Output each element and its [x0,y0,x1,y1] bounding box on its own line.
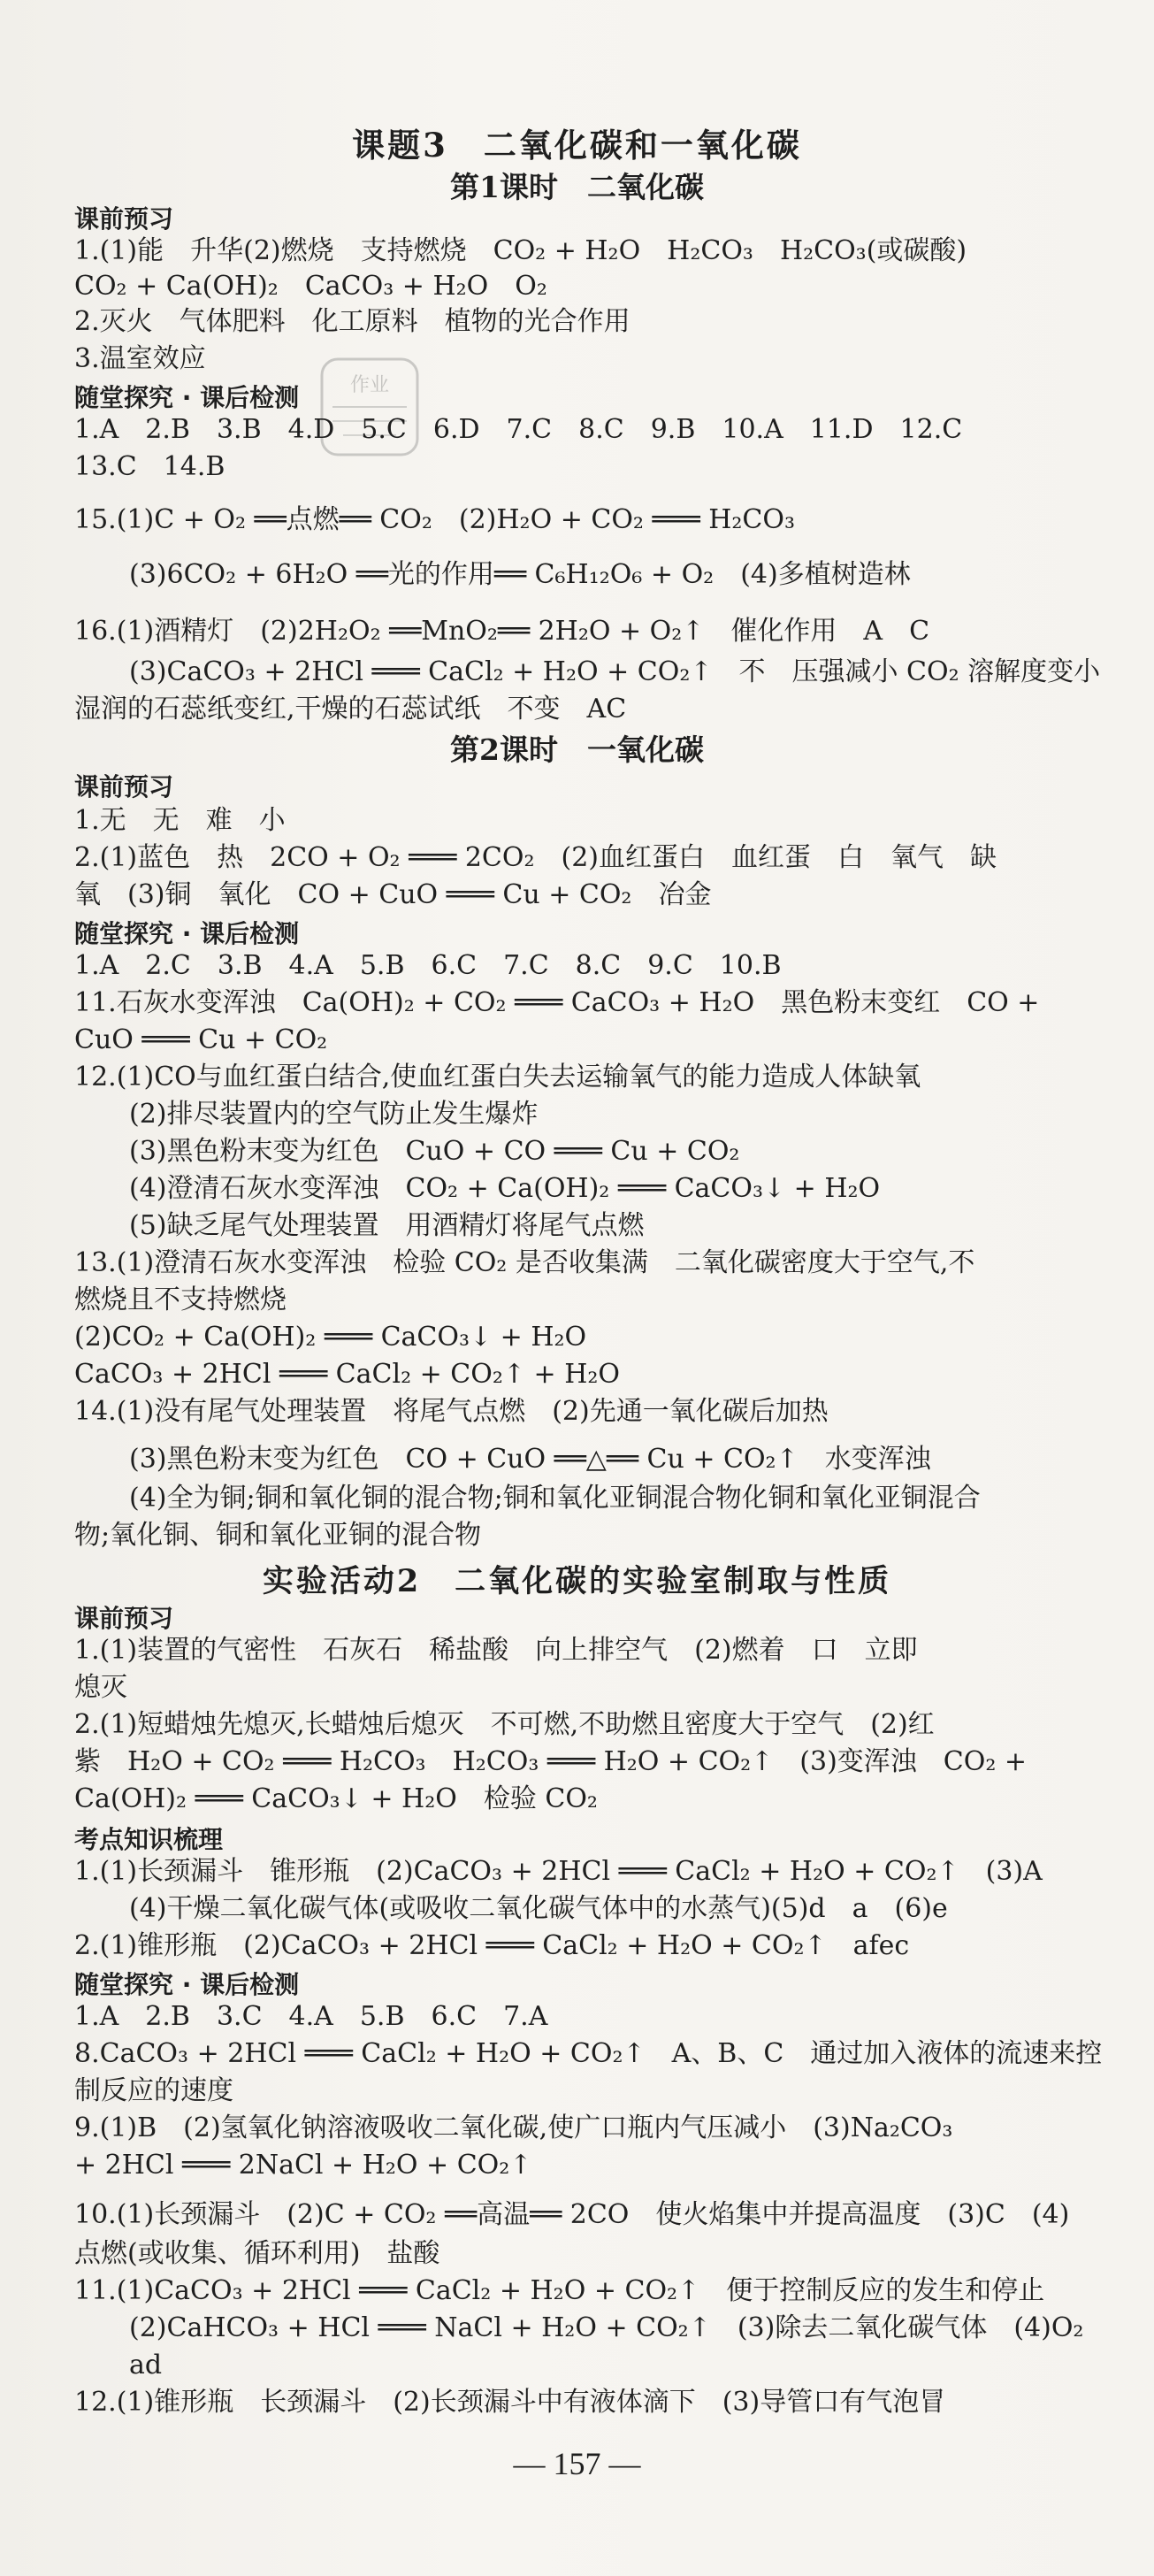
answer-line: 氧 (3)铜 氧化 CO + CuO ═══ Cu + CO₂ 冶金 [74,879,712,910]
answer-line: 2.(1)短蜡烛先熄灭,长蜡烛后熄灭 不可燃,不助燃且密度大于空气 (2)红 [74,1709,935,1740]
answer-line: 燃烧且不支持燃烧 [74,1284,287,1315]
answer-line: 13.C 14.B [74,451,225,482]
answer-line: (2)CO₂ + Ca(OH)₂ ═══ CaCO₃↓ + H₂O [74,1322,587,1353]
answer-line: 2.(1)锥形瓶 (2)CaCO₃ + 2HCl ═══ CaCl₂ + H₂O + CO₂↑ afec [74,1930,910,1961]
answer-line: 1.A 2.B 3.B 4.D 5.C 6.D 7.C 8.C 9.B 10.A 11.D 12.C [74,414,963,445]
answer-line: 熄灭 [74,1672,127,1703]
answer-line: (3)黑色粉末变为红色 CuO + CO ═══ Cu + CO₂ [129,1136,740,1167]
answer-line: 10.(1)长颈漏斗 (2)C + CO₂ ══高温══ 2CO 使火焰集中并提高温度 (3)C (4) [74,2199,1070,2230]
answer-line: 1.(1)能 升华(2)燃烧 支持燃烧 CO₂ + H₂O H₂CO₃ H₂CO₃(或碳酸) [74,235,967,266]
section-label-preview: 课前预习 [74,204,174,234]
answer-line: 12.(1)CO与血红蛋白结合,使血红蛋白失去运输氧气的能力造成人体缺氧 [74,1062,921,1092]
answer-line: 1.(1)长颈漏斗 锥形瓶 (2)CaCO₃ + 2HCl ═══ CaCl₂ + H₂O + CO₂↑ (3)A [74,1856,1043,1887]
section-label-practice: 随堂探究 · 课后检测 [74,383,300,412]
answer-line: 11.(1)CaCO₃ + 2HCl ═══ CaCl₂ + H₂O + CO₂↑ 便于控制反应的发生和停止 [74,2275,1045,2306]
answer-line: 紫 H₂O + CO₂ ═══ H₂CO₃ H₂CO₃ ═══ H₂O + CO₂↑ (3)变浑浊 CO₂ + [74,1746,1028,1777]
answer-line: 3.温室效应 [74,343,206,374]
answer-line: (2)CaHCO₃ + HCl ═══ NaCl + H₂O + CO₂↑ (3)除去二氧化碳气体 (4)O₂ [129,2312,1084,2343]
answer-line: 15.(1)C + O₂ ══点燃══ CO₂ (2)H₂O + CO₂ ═══ H₂CO₃ [74,504,795,535]
answer-line: 2.灭火 气体肥料 化工原料 植物的光合作用 [74,306,630,337]
section-label-practice: 随堂探究 · 课后检测 [74,1970,300,1999]
answer-line: 8.CaCO₃ + 2HCl ═══ CaCl₂ + H₂O + CO₂↑ A、B、C 通过加入液体的流速来控 [74,2038,1103,2069]
answer-line: 1.无 无 难 小 [74,805,286,836]
answer-line: (2)排尽装置内的空气防止发生爆炸 [129,1099,539,1130]
answer-line: (3)黑色粉末变为红色 CO + CuO ══△══ Cu + CO₂↑ 水变浑浊 [129,1444,931,1475]
answer-line: 1.A 2.B 3.C 4.A 5.B 6.C 7.A [74,2001,548,2032]
answer-line: 13.(1)澄清石灰水变浑浊 检验 CO₂ 是否收集满 二氧化碳密度大于空气,不 [74,1247,975,1278]
answer-line: ad [129,2350,163,2380]
answer-line: 12.(1)锥形瓶 长颈漏斗 (2)长颈漏斗中有液体滴下 (3)导管口有气泡冒 [74,2387,946,2418]
section-label-preview: 课前预习 [74,1604,174,1633]
section-label-practice: 随堂探究 · 课后检测 [74,919,300,948]
activity-title: 实验活动2 二氧化碳的实验室制取与性质 [262,1563,892,1599]
answer-line: (3)CaCO₃ + 2HCl ═══ CaCl₂ + H₂O + CO₂↑ 不 压强减小 CO₂ 溶解度变小 [129,656,1101,687]
answer-line: 9.(1)B (2)氢氧化钠溶液吸收二氧化碳,使广口瓶内气压减小 (3)Na₂CO₃ [74,2112,953,2143]
topic-title: 课题3 二氧化碳和一氧化碳 [352,126,802,165]
answer-line: CuO ═══ Cu + CO₂ [74,1024,328,1055]
answer-line: 11.石灰水变浑浊 Ca(OH)₂ + CO₂ ═══ CaCO₃ + H₂O 黑色粉末变红 CO + [74,987,1040,1018]
answer-line: CO₂ + Ca(OH)₂ CaCO₃ + H₂O O₂ [74,271,547,302]
answer-line: 点燃(或收集、循环利用) 盐酸 [74,2238,440,2269]
answer-line: (5)缺乏尾气处理装置 用酒精灯将尾气点燃 [129,1210,645,1241]
section-label-knowledge: 考点知识梳理 [74,1825,224,1854]
answer-line: 16.(1)酒精灯 (2)2H₂O₂ ══MnO₂══ 2H₂O + O₂↑ 催化作用 A C [74,616,930,647]
answer-line: (4)全为铜;铜和氧化铜的混合物;铜和氧化亚铜混合物化铜和氧化亚铜混合 [129,1483,981,1514]
answer-line: 1.A 2.C 3.B 4.A 5.B 6.C 7.C 8.C 9.C 10.B [74,950,782,981]
answer-line: 湿润的石蕊纸变红,干燥的石蕊试纸 不变 AC [74,694,627,724]
answer-line: 制反应的速度 [74,2075,233,2106]
answer-line: (4)干燥二氧化碳气体(或吸收二氧化碳气体中的水蒸气)(5)d a (6)e [129,1893,948,1924]
section-label-preview: 课前预习 [74,772,174,801]
answer-line: Ca(OH)₂ ═══ CaCO₃↓ + H₂O 检验 CO₂ [74,1783,598,1814]
answer-line: 14.(1)没有尾气处理装置 将尾气点燃 (2)先通一氧化碳后加热 [74,1396,829,1427]
answer-line: (4)澄清石灰水变浑浊 CO₂ + Ca(OH)₂ ═══ CaCO₃↓ + H₂O [129,1173,881,1204]
page-number: — 157 — [513,2446,641,2481]
answer-line: + 2HCl ═══ 2NaCl + H₂O + CO₂↑ [74,2150,532,2181]
answer-line: 1.(1)装置的气密性 石灰石 稀盐酸 向上排空气 (2)燃着 口 立即 [74,1635,918,1666]
lesson1-title: 第1课时 二氧化碳 [450,170,704,204]
lesson2-title: 第2课时 一氧化碳 [450,732,704,767]
answer-line: (3)6CO₂ + 6H₂O ══光的作用══ C₆H₁₂O₆ + O₂ (4)多植树造林 [129,559,911,590]
stamp-text: 作业 [349,374,390,396]
answer-line: 物;氧化铜、铜和氧化亚铜的混合物 [74,1520,482,1551]
answer-line: CaCO₃ + 2HCl ═══ CaCl₂ + CO₂↑ + H₂O [74,1359,621,1390]
answer-line: 2.(1)蓝色 热 2CO + O₂ ═══ 2CO₂ (2)血红蛋白 血红蛋 白 氧气 缺 [74,842,997,873]
